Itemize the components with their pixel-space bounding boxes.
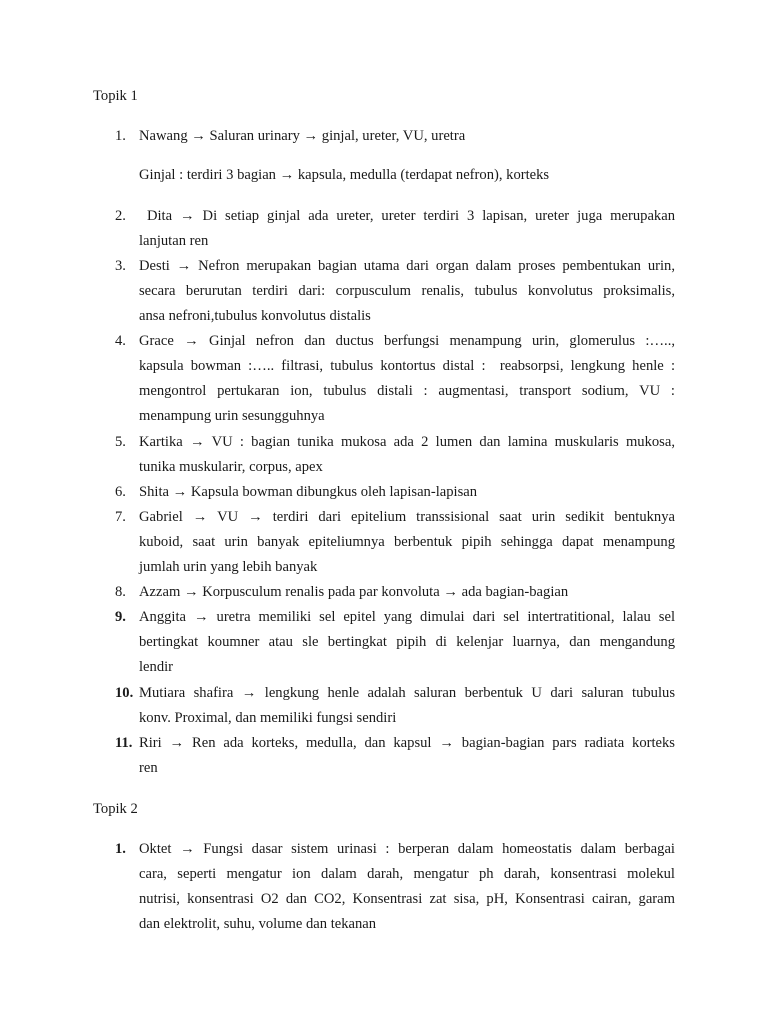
item-text bbox=[139, 480, 675, 505]
item-text bbox=[139, 681, 675, 731]
item-number: 8. bbox=[115, 584, 126, 600]
item-text bbox=[139, 837, 675, 937]
item-number: 11. bbox=[115, 735, 133, 751]
item-line: konv. Proximal, dan memiliki fungsi sendiri bbox=[139, 710, 397, 726]
item-line: bertingkat koumner atau sle bertingkat pipih di kelenjar luarnya, dan mengandung bbox=[139, 634, 675, 650]
item-number: 7. bbox=[115, 509, 126, 525]
item-line: cara, seperti mengatur ion dalam darah, mengatur ph darah, konsentrasi molekul bbox=[139, 866, 675, 882]
item-line: mengontrol pertukaran ion, tubulus distali : augmentasi, transport sodium, VU : bbox=[139, 383, 675, 399]
item-text bbox=[139, 580, 675, 605]
item-text bbox=[139, 605, 675, 680]
item-number: 3. bbox=[115, 258, 126, 274]
topic-2-heading: Topik 2 bbox=[93, 801, 138, 817]
topic-1-heading: Topik 1 bbox=[93, 88, 138, 104]
item-text bbox=[139, 204, 675, 254]
item-number: 1. bbox=[115, 128, 126, 144]
item-line: Kartika → VU : bagian tunika mukosa ada 2 lumen dan lamina muskularis mukosa, bbox=[139, 434, 675, 450]
item-line: Riri → Ren ada korteks, medulla, dan kapsul → bagian-bagian pars radiata korteks bbox=[139, 735, 675, 751]
item-line: Mutiara shafira → lengkung henle adalah saluran berbentuk U dari saluran tubulus bbox=[139, 685, 675, 701]
item-text bbox=[139, 163, 675, 188]
item-number: 4. bbox=[115, 333, 126, 349]
item-line: Desti → Nefron merupakan bagian utama dari organ dalam proses pembentukan urin, bbox=[139, 258, 675, 274]
item-line: lanjutan ren bbox=[139, 233, 209, 249]
item-line: Gabriel → VU → terdiri dari epitelium transsisional saat urin sedikit bentuknya bbox=[139, 509, 675, 525]
item-line: dan elektrolit, suhu, volume dan tekanan bbox=[139, 916, 377, 932]
item-number: 10. bbox=[115, 685, 134, 701]
item-text bbox=[139, 505, 675, 580]
item-text bbox=[139, 329, 675, 429]
item-line: Ginjal : terdiri 3 bagian → kapsula, medulla (terdapat nefron), korteks bbox=[139, 167, 550, 183]
item-line: Dita → Di setiap ginjal ada ureter, ureter terdiri 3 lapisan, ureter juga merupakan bbox=[139, 208, 675, 224]
item-line: tunika muskularir, corpus, apex bbox=[139, 459, 323, 475]
item-line: secara berurutan terdiri dari: corpusculum renalis, tubulus konvolutus proksimalis, bbox=[139, 283, 675, 299]
item-line: jumlah urin yang lebih banyak bbox=[139, 559, 318, 575]
item-text bbox=[139, 430, 675, 480]
item-line: Nawang → Saluran urinary → ginjal, ureter, VU, uretra bbox=[139, 128, 466, 144]
item-line: nutrisi, konsentrasi O2 dan CO2, Konsentrasi zat sisa, pH, Konsentrasi cairan, garam bbox=[139, 891, 675, 907]
item-number: 1. bbox=[115, 841, 126, 857]
item-line: menampung urin sesungguhnya bbox=[139, 408, 325, 424]
item-line: Grace → Ginjal nefron dan ductus berfungsi menampung urin, glomerulus :….., bbox=[139, 333, 675, 349]
item-number: 2. bbox=[115, 208, 126, 224]
item-line: Oktet → Fungsi dasar sistem urinasi : berperan dalam homeostatis dalam berbagai bbox=[139, 841, 675, 857]
item-line: kuboid, saat urin banyak epiteliumnya berbentuk pipih sehingga dapat menampung bbox=[139, 534, 675, 550]
item-line: kapsula bowman :….. filtrasi, tubulus kontortus distal : reabsorpsi, lengkung henle : bbox=[139, 358, 675, 374]
item-number: 6. bbox=[115, 484, 126, 500]
item-text bbox=[139, 731, 675, 781]
item-line: Anggita → uretra memiliki sel epitel yang dimulai dari sel intertratitional, lalau sel bbox=[139, 609, 675, 625]
item-line: ansa nefroni,tubulus konvolutus distalis bbox=[139, 308, 371, 324]
item-line: ren bbox=[139, 760, 158, 776]
item-text bbox=[139, 254, 675, 329]
item-line: lendir bbox=[139, 659, 174, 675]
item-number: 9. bbox=[115, 609, 126, 625]
item-line: Azzam → Korpusculum renalis pada par konvoluta → ada bagian-bagian bbox=[139, 584, 569, 600]
item-text bbox=[139, 124, 675, 149]
item-number: 5. bbox=[115, 434, 126, 450]
item-line: Shita → Kapsula bowman dibungkus oleh lapisan-lapisan bbox=[139, 484, 478, 500]
